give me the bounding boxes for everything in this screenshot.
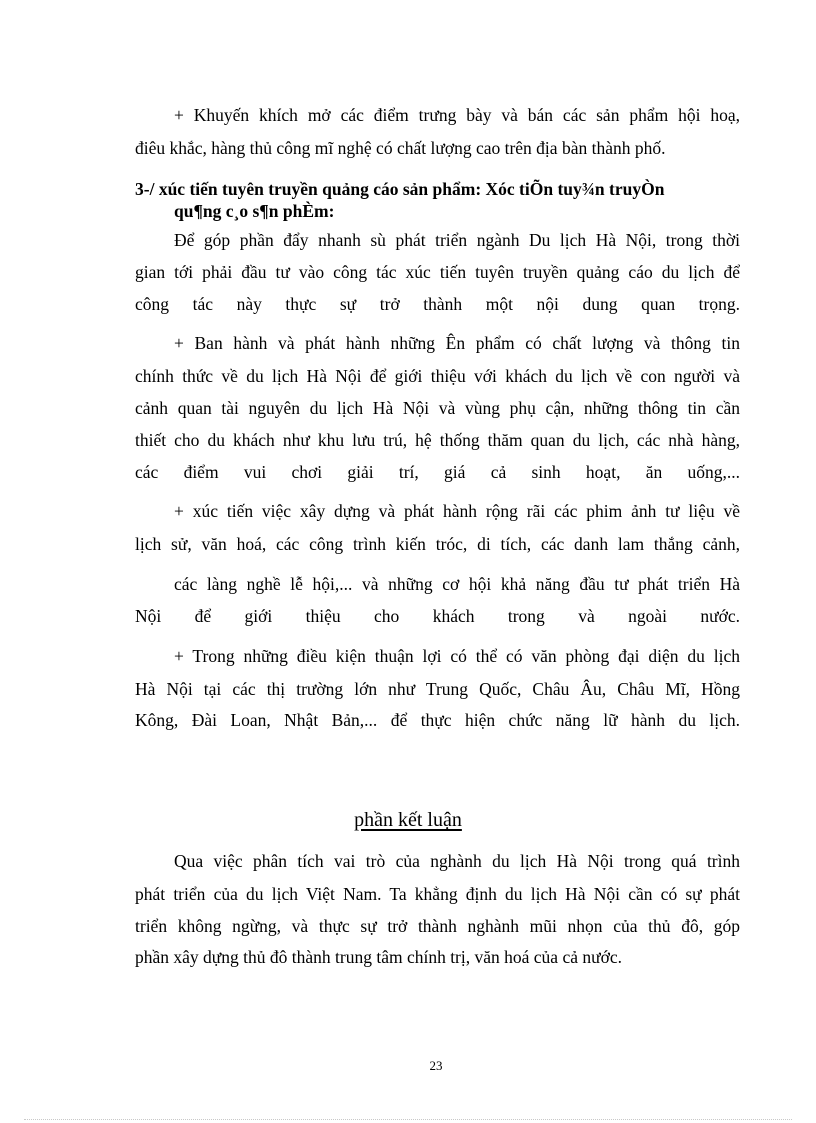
conclusion-line: Qua việc phân tích vai trò của nghành du lịch Hà Nội trong quá trình — [174, 851, 740, 871]
paragraph-line: gian tới phải đầu tư vào công tác xúc tiến tuyên truyền quảng cáo du lịch để — [135, 262, 740, 282]
paragraph-line: + Khuyến khích mở các điểm trưng bày và bán các sản phẩm hội hoạ, — [174, 105, 740, 125]
paragraph-line: Hà Nội tại các thị trường lớn như Trung Quốc, Châu Âu, Châu Mĩ, Hồng — [135, 679, 740, 699]
page-number: 23 — [429, 1058, 443, 1073]
conclusion-line: phần xây dựng thủ đô thành trung tâm chính trị, văn hoá của cả nước. — [135, 947, 622, 967]
paragraph-line: các điểm vui chơi giải trí, giá cả sinh hoạt, ăn uống,... — [135, 462, 740, 482]
page-bottom-divider — [24, 1119, 792, 1120]
conclusion-line: phát triển của du lịch Việt Nam. Ta khẳng định du lịch Hà Nội cần có sự phát — [135, 884, 740, 904]
paragraph-line: Để góp phần đẩy nhanh sù phát triển ngành Du lịch Hà Nội, trong thời — [174, 230, 740, 250]
section-heading: 3-/ xúc tiến tuyên truyền quảng cáo sản phẩm: Xóc tiÕn tuy¾n truyÒn — [135, 179, 665, 199]
paragraph-line: lịch sử, văn hoá, các công trình kiến tróc, di tích, các danh lam thắng cảnh, — [135, 534, 740, 554]
paragraph-line: + Trong những điều kiện thuận lợi có thể có văn phòng đại diện du lịch — [174, 646, 740, 666]
paragraph-line: công tác này thực sự trở thành một nội dung quan trọng. — [135, 294, 740, 314]
paragraph-line: cảnh quan tài nguyên du lịch Hà Nội và vùng phụ cận, những thông tin cần — [135, 398, 740, 418]
paragraph-line: chính thức về du lịch Hà Nội để giới thiệu với khách du lịch về con người và — [135, 366, 740, 386]
conclusion-line: triển không ngừng, và thực sự trở thành nghành mũi nhọn của thủ đô, góp — [135, 916, 740, 936]
paragraph-line: thiết cho du khách như khu lưu trú, hệ thống thăm quan du lịch, các nhà hàng, — [135, 430, 740, 450]
paragraph-line: + xúc tiến việc xây dựng và phát hành rộng rãi các phim ảnh tư liệu về — [174, 501, 740, 521]
section-heading-continued: qu¶ng c¸o s¶n phÈm: — [174, 201, 335, 221]
conclusion-heading: phần kết luận — [354, 809, 462, 831]
paragraph-line: điêu khắc, hàng thủ công mĩ nghệ có chất lượng cao trên địa bàn thành phố. — [135, 138, 666, 158]
conclusion-heading-wrapper — [0, 809, 816, 832]
paragraph-line: các làng nghề lễ hội,... và những cơ hội khả năng đầu tư phát triển Hà — [174, 574, 740, 594]
paragraph-line: Kông, Đài Loan, Nhật Bản,... để thực hiện chức năng lữ hành du lịch. — [135, 710, 740, 730]
paragraph-line: Nội để giới thiệu cho khách trong và ngoài nước. — [135, 606, 740, 626]
paragraph-line: + Ban hành và phát hành những Ên phẩm có chất lượng và thông tin — [174, 333, 740, 353]
